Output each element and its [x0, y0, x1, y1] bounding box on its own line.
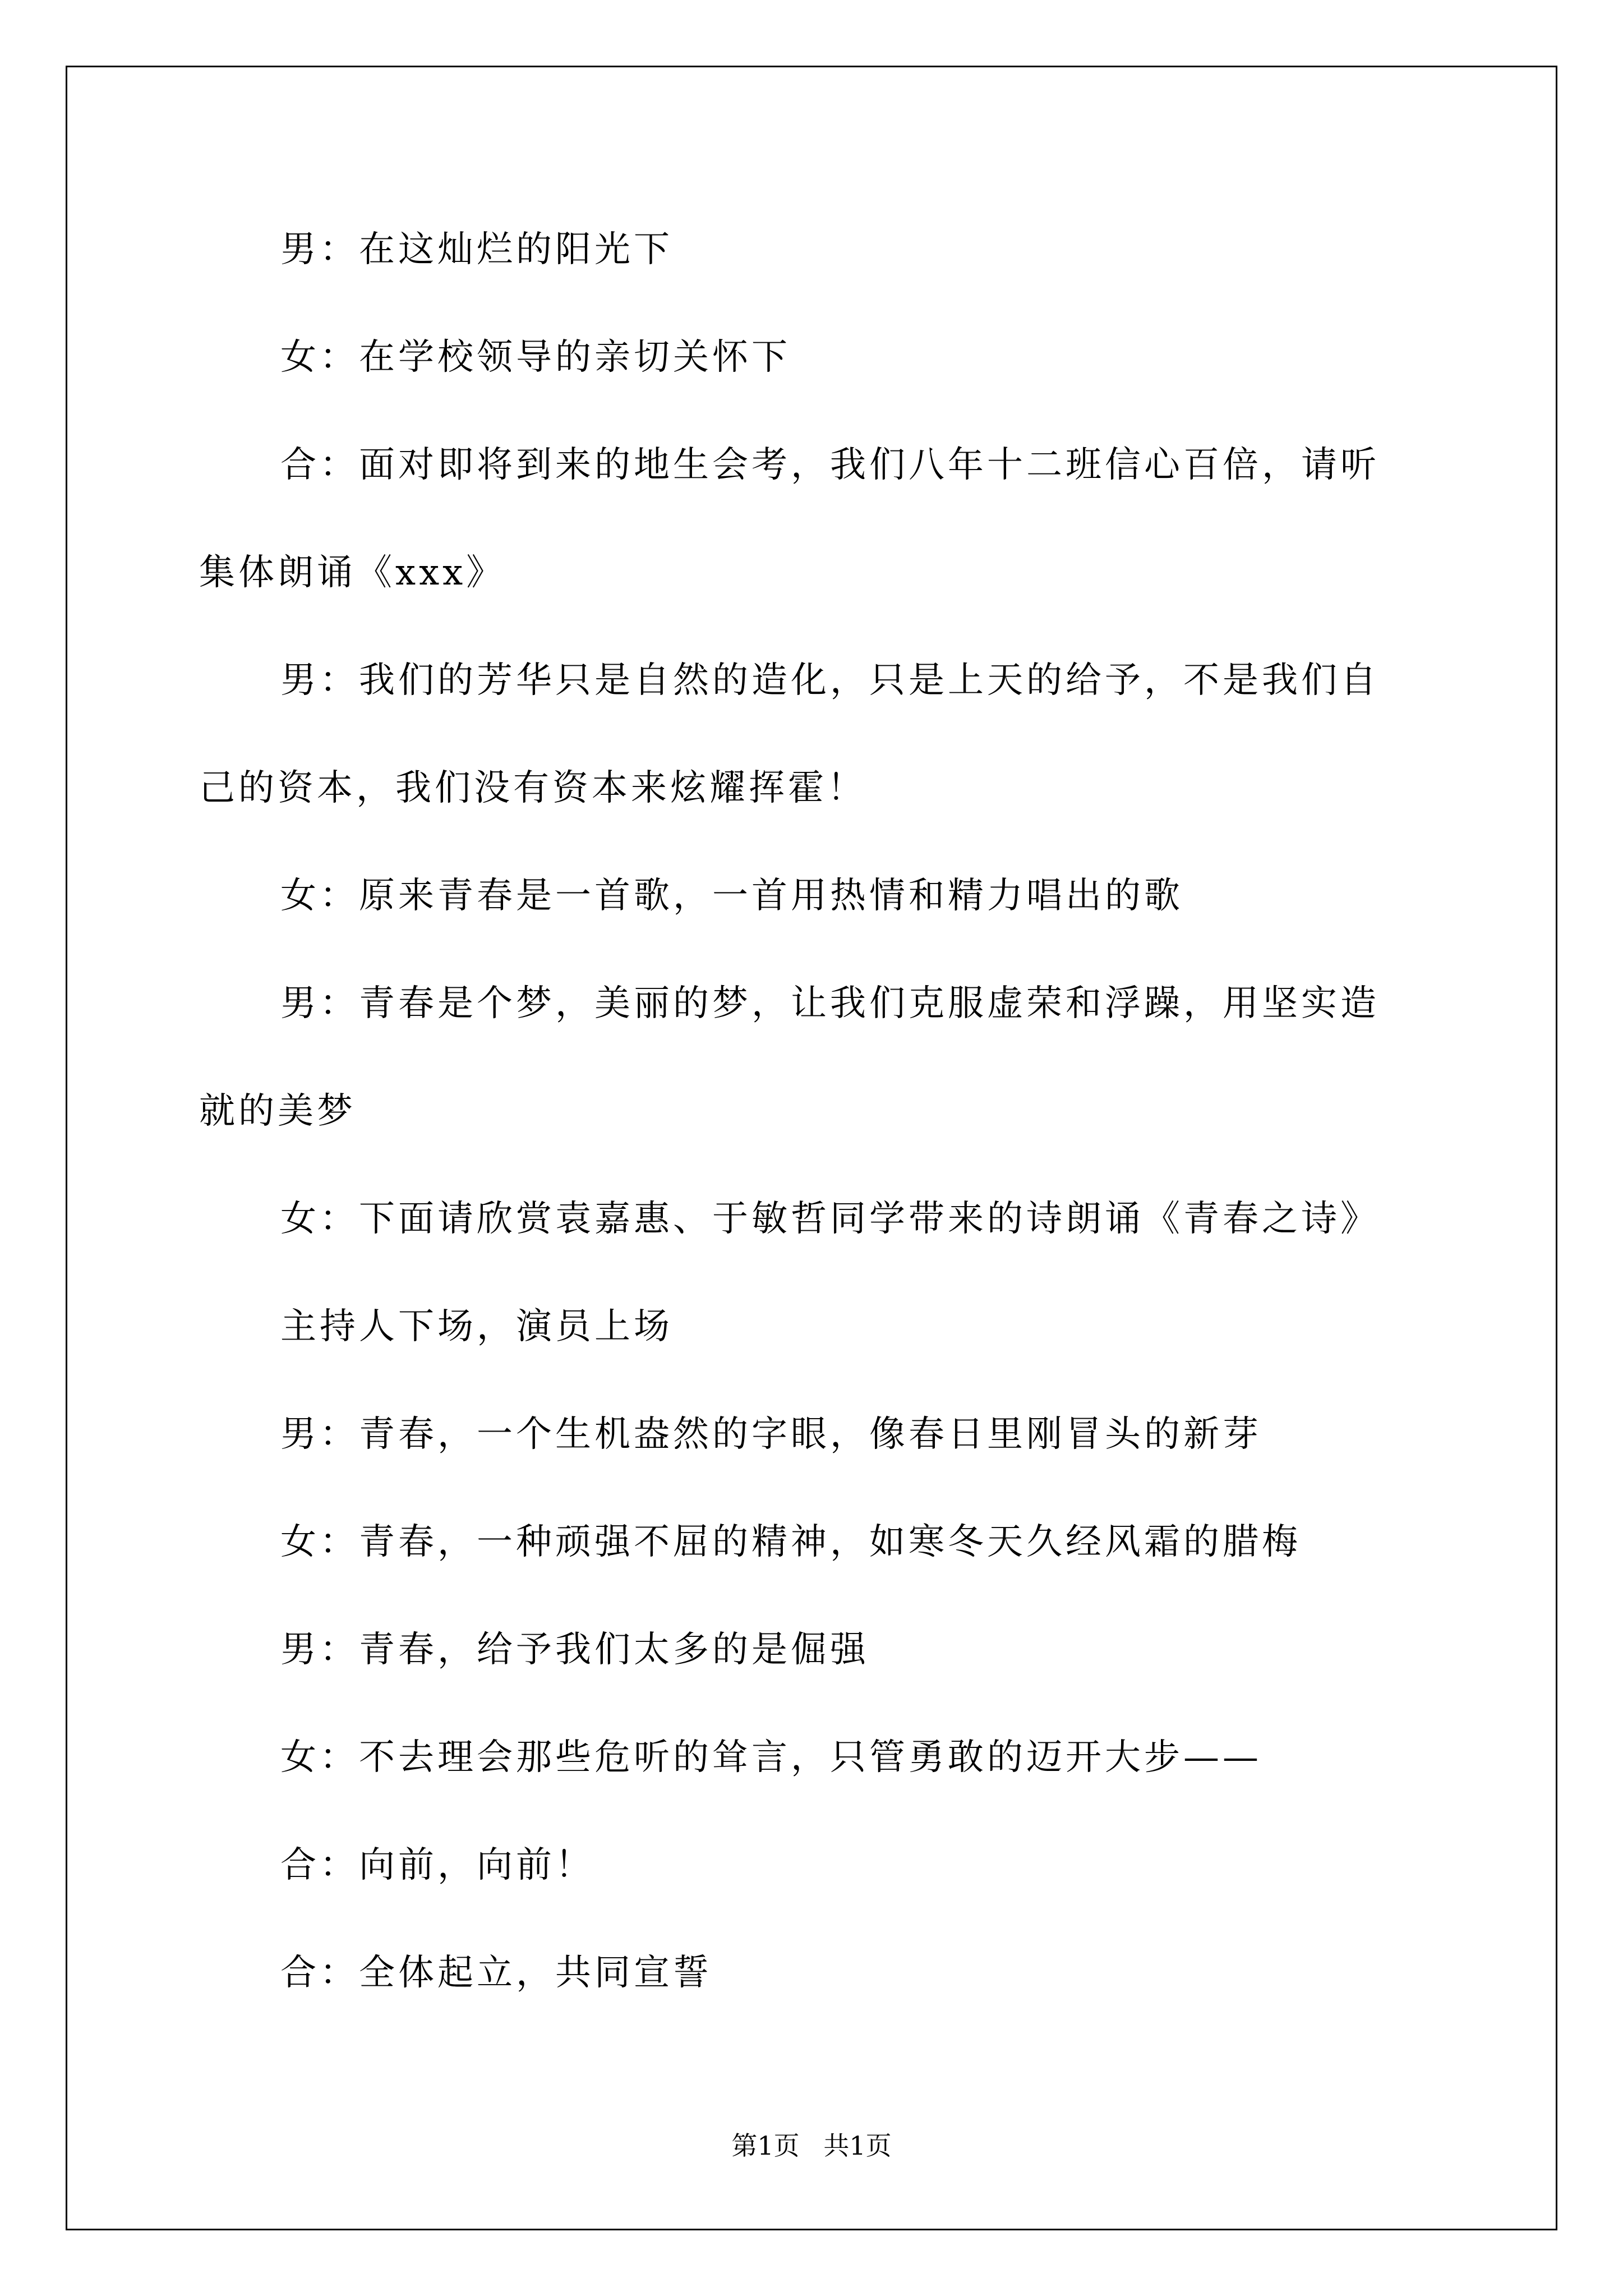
paragraph: 合：全体起立，共同宣誓 — [280, 1952, 712, 1994]
paragraph: 主持人下场，演员上场 — [280, 1306, 673, 1347]
paragraph: 合：面对即将到来的地生会考，我们八年十二班信心百倍，请听 — [280, 444, 1380, 486]
page-number: 第1页 — [731, 2131, 800, 2161]
paragraph: 男：青春是个梦，美丽的梦，让我们克服虚荣和浮躁，用坚实造 — [280, 983, 1380, 1024]
page-footer — [0, 2129, 1623, 2162]
page-total: 共1页 — [823, 2131, 892, 2161]
paragraph: 己的资本，我们没有资本来炫耀挥霍！ — [199, 767, 866, 809]
paragraph: 男：青春，给予我们太多的是倔强 — [280, 1629, 869, 1671]
paragraph: 女：不去理会那些危听的耸言，只管勇敢的迈开大步—— — [280, 1737, 1262, 1778]
paragraph: 女：青春，一种顽强不屈的精神，如寒冬天久经风霜的腊梅 — [280, 1521, 1301, 1563]
paragraph: 就的美梦 — [199, 1091, 356, 1132]
paragraph: 女：原来青春是一首歌，一首用热情和精力唱出的歌 — [280, 875, 1183, 917]
page-border — [66, 66, 1557, 2230]
paragraph: 男：青春，一个生机盎然的字眼，像春日里刚冒头的新芽 — [280, 1414, 1262, 1455]
paragraph: 集体朗诵《xxx》 — [199, 552, 506, 593]
paragraph: 男：我们的芳华只是自然的造化，只是上天的给予，不是我们自 — [280, 660, 1380, 701]
paragraph: 女：下面请欣赏袁嘉惠、于敏哲同学带来的诗朗诵《青春之诗》 — [280, 1198, 1380, 1240]
paragraph: 女：在学校领导的亲切关怀下 — [280, 337, 791, 378]
paragraph: 合：向前，向前！ — [280, 1844, 594, 1886]
paragraph: 男：在这灿烂的阳光下 — [280, 229, 673, 270]
